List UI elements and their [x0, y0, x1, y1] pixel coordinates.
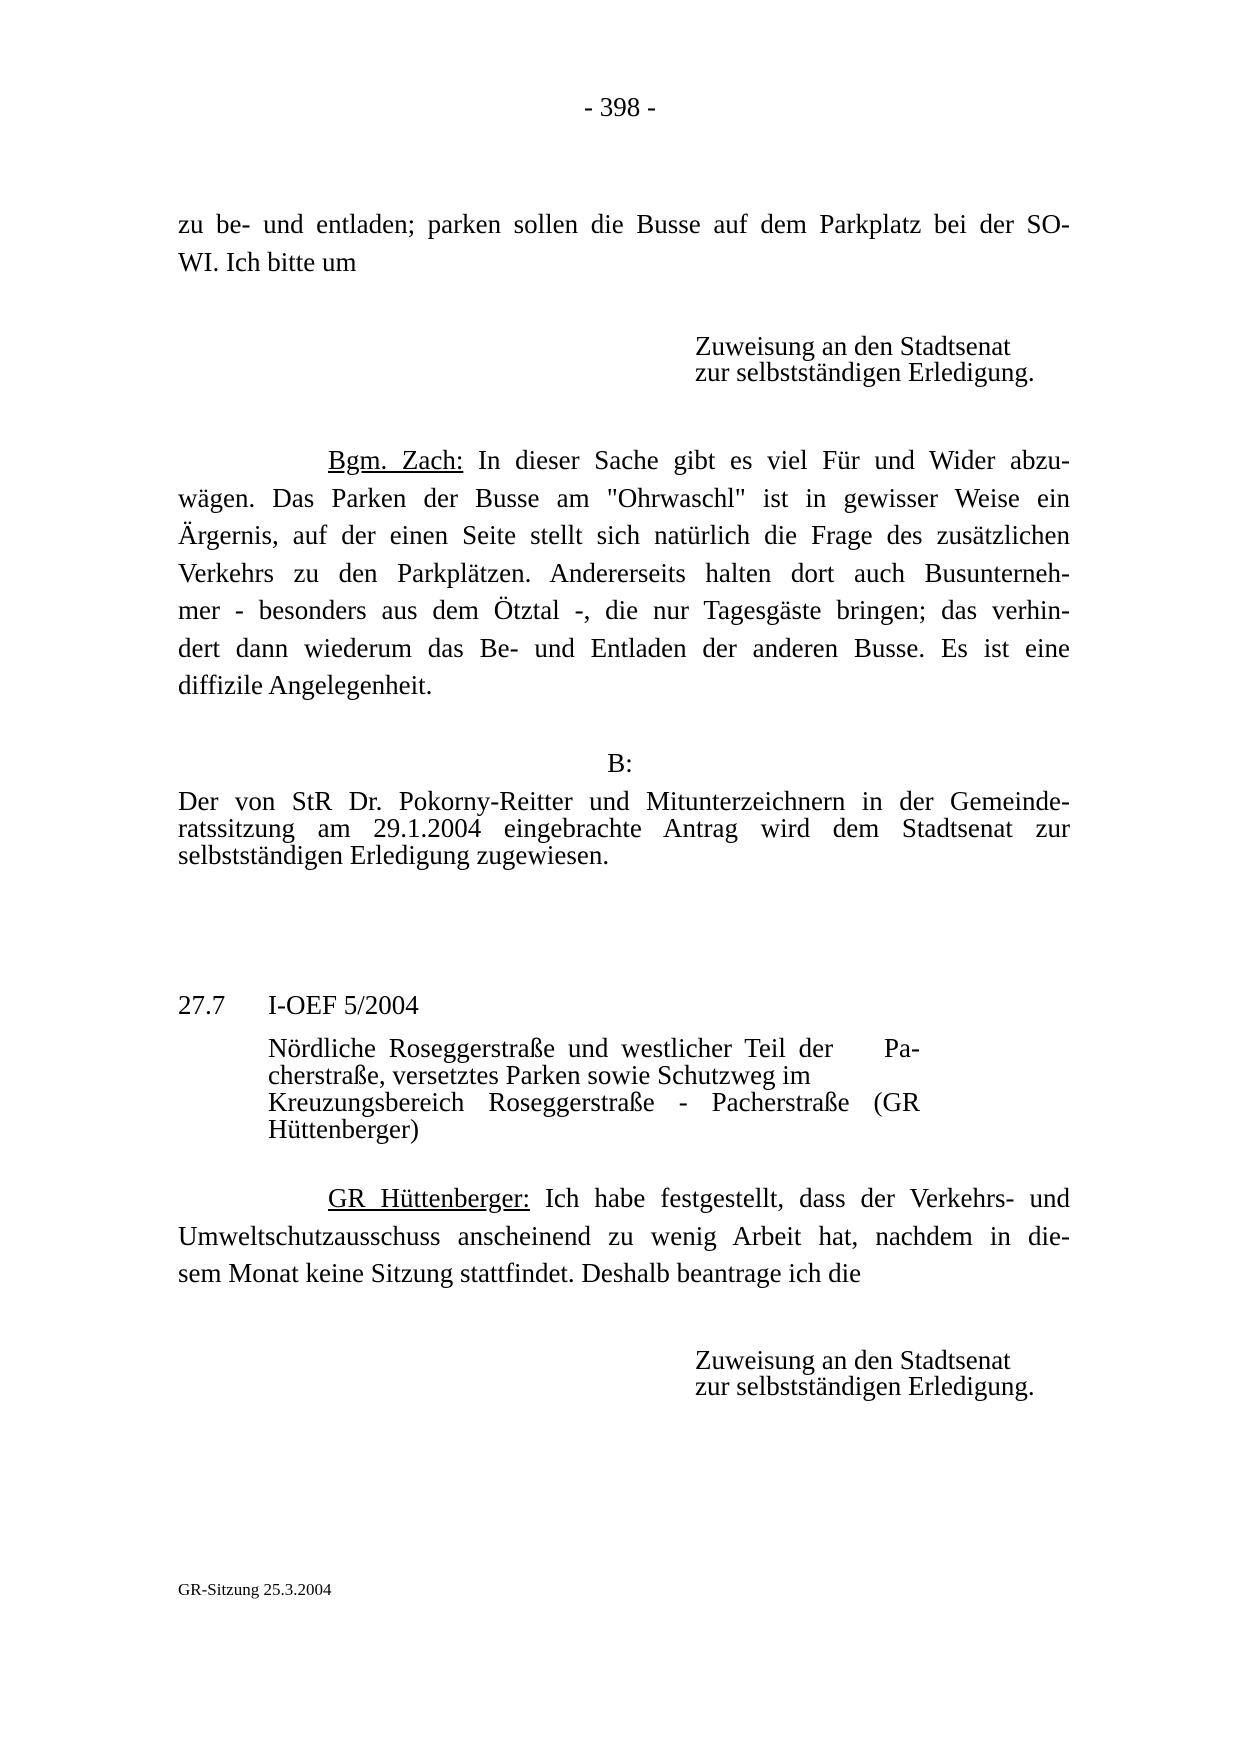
text-line: wägen. Das Parken der Busse am "Ohrwaschl" ist in gewisser Weise ein [178, 482, 1070, 513]
speaker-name: Bgm. Zach: [328, 445, 464, 475]
paragraph-zach [178, 442, 1070, 705]
decision-label: B: [607, 748, 633, 778]
text-line: Nördliche Roseggerstraße und westlicher Teil der Pa- [268, 1033, 920, 1063]
item-number: 27.7 [178, 990, 226, 1020]
item-title [268, 1035, 920, 1143]
closing-request [695, 333, 1035, 385]
closing-request [695, 1347, 1035, 1399]
decision-text [178, 788, 1070, 869]
speaker-name: GR Hüttenberger: [328, 1183, 530, 1213]
paragraph-intro [178, 206, 1070, 281]
text-segment: Ich habe festgestellt, dass der Verkehrs- und [529, 1183, 1070, 1213]
closing-line: Zuweisung an den Stadtsenat [695, 331, 1011, 361]
text-line: Ärgernis, auf der einen Seite stellt sich natürlich die Frage des zusätzlichen [178, 520, 1070, 550]
text-line: dert dann wiederum das Be- und Entladen der anderen Busse. Es ist eine [178, 632, 1070, 663]
text-line: Der von StR Dr. Pokorny-Reitter und Mitunterzeichnern in der Gemeinde- [178, 786, 1070, 816]
closing-line: Zuweisung an den Stadtsenat [695, 1345, 1011, 1375]
paragraph-huettenberger [178, 1180, 1070, 1293]
text-line: selbstständigen Erledigung zugewiesen. [178, 840, 610, 870]
text-line [178, 1180, 1070, 1218]
footer: GR-Sitzung 25.3.2004 [178, 1580, 332, 1599]
text-line: ratssitzung am 29.1.2004 eingebrachte Antrag wird dem Stadtsenat zur [178, 813, 1070, 843]
text-line: cherstraße, versetztes Parken sowie Schutzweg im [268, 1060, 811, 1090]
text-line: sem Monat keine Sitzung stattfindet. Deshalb beantrage ich die [178, 1258, 862, 1288]
text-line [178, 442, 1070, 480]
text-line: mer - besonders aus dem Ötztal -, die nur Tagesgäste bringen; das verhin- [178, 595, 1070, 625]
closing-line: zur selbstständigen Erledigung. [695, 357, 1035, 387]
text-line: Verkehrs zu den Parkplätzen. Andererseits halten dort auch Busunterneh- [178, 557, 1070, 588]
page-number: - 398 - [584, 92, 656, 122]
text-line: WI. Ich bitte um [178, 246, 357, 277]
text-line: Kreuzungsbereich Roseggerstraße - Pacherstraße (GR [268, 1087, 920, 1117]
text-segment: In dieser Sache gibt es viel Für und Wider abzu- [463, 445, 1070, 475]
text-line: Hüttenberger) [268, 1114, 419, 1144]
text-line: diffizile Angelegenheit. [178, 670, 433, 700]
item-code: I-OEF 5/2004 [268, 990, 419, 1020]
text-line: Umweltschutzausschuss anscheinend zu wenig Arbeit hat, nachdem in die- [178, 1220, 1070, 1251]
text-line: zu be- und entladen; parken sollen die Busse auf dem Parkplatz bei der SO- [178, 209, 1070, 239]
closing-line: zur selbstständigen Erledigung. [695, 1371, 1035, 1401]
